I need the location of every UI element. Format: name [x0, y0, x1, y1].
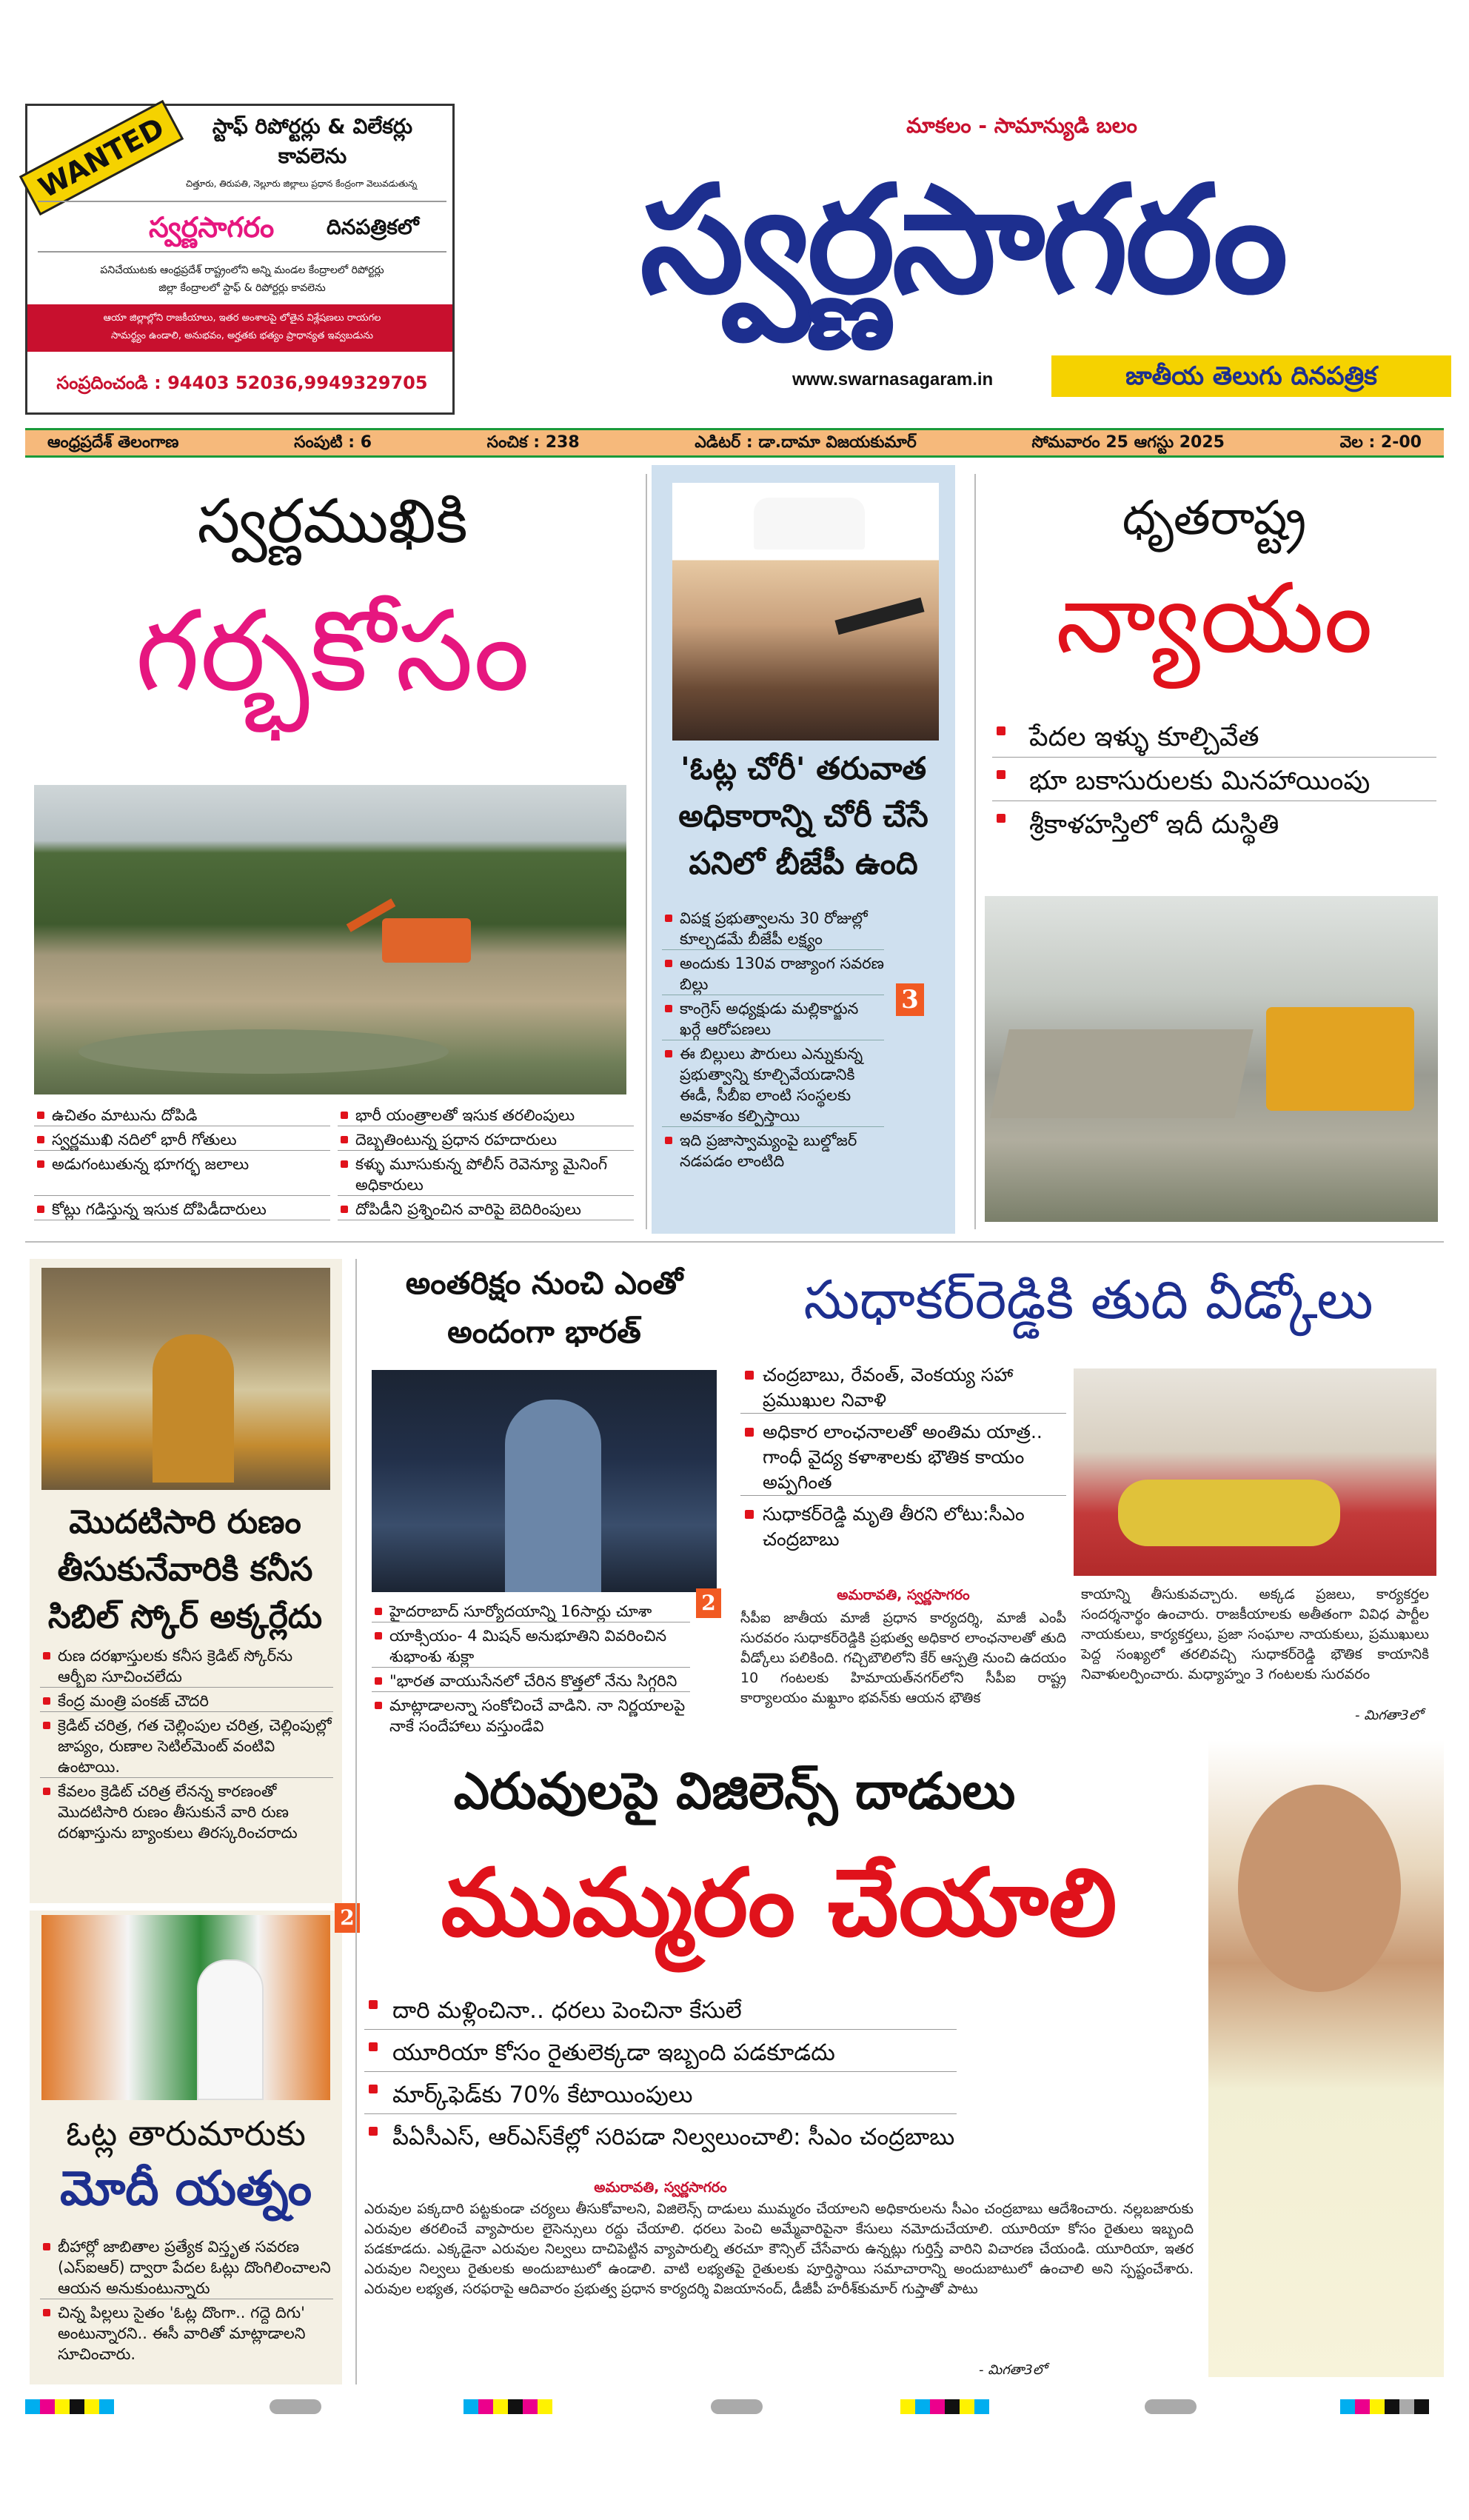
funeral-photo: [1074, 1368, 1436, 1576]
story1-headline: గర్భకోసం: [135, 587, 530, 716]
masthead-title: స్వర్ణసాగరం: [640, 154, 1285, 327]
story3-bullets: [992, 718, 1436, 850]
story4-headline: మొదటిసారి రుణం తీసుకునేవారికి కనీస సిబిల్ స్కోర్ అక్కర్లేదు: [47, 1503, 323, 1636]
color-registration-strip: [25, 2399, 114, 2414]
color-registration-strip: [1340, 2399, 1429, 2414]
story-vote-theft: [652, 465, 955, 1234]
info-bar: [25, 428, 1444, 458]
bulldozer-body: [1266, 1007, 1414, 1111]
ad-line6: ఆయా జిల్లాల్లోని రాజకీయాలు, ఇతర అంశాలపై లోతైన విశ్లేషణలు రాయగల: [103, 313, 381, 324]
story4-bullet-2: కేంద్ర మంత్రి పంకజ్ చౌదరి: [40, 1691, 333, 1712]
story-vote-rigging: [30, 1905, 355, 2384]
chandrababu-photo: [1208, 1740, 1444, 2377]
rally-photo: [41, 1915, 330, 2100]
story-fertilizer: [364, 1740, 1444, 2384]
story3-bullet-2: భూ బకాసురులకు మినహాయింపు: [992, 762, 1436, 801]
story5-bullet-4: మాట్లాడాలన్నా సంకోచించే వాడిని. నా నిర్ణయాలపై నాకే సందేహాలు వస్తుండేవి: [372, 1695, 690, 1737]
story5-bullet-1: హైదరాబాద్ సూర్యోదయాన్ని 16సార్లు చూశా: [372, 1601, 690, 1622]
parliament-photo: [41, 1268, 330, 1490]
story2-bullet-3: కాంగ్రెస్ అధ్యక్షుడు మల్లికార్జున ఖర్గే ఆరోపణలు: [662, 998, 884, 1040]
ad-paper-box: [38, 201, 446, 253]
ad-line1: స్టాఫ్ రిపోర్టర్లు & విలేకర్లు: [212, 114, 413, 138]
story8-bullets: [40, 2236, 333, 2367]
story-farewell: [733, 1259, 1444, 1733]
story6-body-left: సీపీఐ జాతీయ మాజీ ప్రధాన కార్యదర్శి, మాజీ ఎంపీ సురవరం సుధాకర్‌రెడ్డికి ప్రభుత్వ అధికార లాంఛనాలతో తుది వీడ్కోలు పలికింది. గచ్చిబౌలిలోని కేర్ ఆస్పత్రి నుంచి ఉదయం 10 గంటలకు హిమాయత్‌నగర్‌లోని సీపీఐ రాష్ట్ర కార్యాలయం మఖ్దూం భవన్‌కు ఆయన భౌతిక: [740, 1610, 1066, 1706]
story6-bullet-3: సుధాకర్‌రెడ్డి మృతి తీరని లోటు:సీఎం చంద్రబాబు: [740, 1502, 1066, 1552]
story3-kicker: ధృతరాష్ట్ర: [1122, 491, 1307, 546]
story2-bullet-2: అందుకు 130వ రాజ్యాంగ సవరణ బిల్లు: [662, 953, 884, 995]
story-space: [364, 1259, 724, 1733]
story2-bullet-4: ఈ బిల్లులు పౌరులు ఎన్నుకున్న ప్రభుత్వాన్ని కూల్చివేయడానికి ఈడీ, సీబీఐ లాంటి సంస్థలకు అవకాశం కల్పిస్తాయి: [662, 1043, 884, 1127]
ad-paper-suffix: దినపత్రికలో: [327, 215, 419, 239]
wanted-banner: [19, 100, 184, 215]
river-excavator-photo: [34, 785, 626, 1094]
masthead-url: www.swarnasagaram.in: [792, 370, 994, 390]
color-registration-strip: [464, 2399, 552, 2414]
story1-bullet-2: భారీ యంత్రాలతో ఇసుక తరలింపులు: [338, 1105, 634, 1126]
story7-bullet-3: మార్క్‌ఫెడ్‌కు 70% కేటాయింపులు: [364, 2076, 957, 2114]
story6-body-right: కాయాన్ని తీసుకువచ్చారు. అక్కడ ప్రజలు, కార్యకర్తల సందర్శనార్థం ఉంచారు. రాజకీయాలకు అతీతంగా వివిధ పార్టీల నాయకులు, కార్యకర్తలు, ప్రజా సంఘాల నాయకులు, ప్రముఖులు పెద్ద సంఖ్యలో తరలివచ్చి సుధాకర్‌రెడ్డి భౌతిక కాయానికి నివాళులర్పించారు. మధ్యాహ్నం 3 గంటలకు సురవరం: [1081, 1586, 1429, 1682]
story7-bullet-4: పీఏసీఎస్, ఆర్ఎస్‌కేల్లో సరిపడా నిల్వలుంచాలి: సీఎం చంద్రబాబు: [364, 2119, 957, 2156]
story4-bullet-3: క్రెడిట్ చరిత్ర, గత చెల్లింపుల చరిత్ర, చెల్లింపుల్లో జాప్యం, రుణాల సెటిల్‌మెంట్ వంటివి ఉంటాయి.: [40, 1715, 333, 1778]
story6-more[interactable]: - మిగతా3లో: [1355, 1708, 1423, 1723]
kharge-photo: [672, 483, 939, 741]
story6-bullet-1: చంద్రబాబు, రేవంత్, వెంకయ్య సహా ప్రముఖుల నివాళి: [740, 1363, 1066, 1414]
story1-bullet-8: దోపిడీని ప్రశ్నించిన వారిపై బెదిరింపులు: [338, 1199, 634, 1220]
ad-line5: జిల్లా కేంద్రాలలో స్టాఫ్ & రిపోర్టర్లు కావలెను: [158, 282, 326, 294]
ad-line2: కావలెను: [278, 144, 347, 168]
bulldozer-photo: [985, 896, 1438, 1222]
column-divider: [355, 1259, 357, 2384]
story8-bullet-2: చిన్న పిల్లలు సైతం 'ఓట్ల దొంగా.. గద్దె దిగు' అంటున్నారని.. ఈసీ వారితో మాట్లాడాలని సూచించారు.: [40, 2302, 333, 2364]
masthead-subtitle: జాతీయ తెలుగు దినపత్రిక: [1051, 355, 1451, 397]
story7-headline: ముమ్మరం చేయాలి: [441, 1848, 1117, 1957]
story2-bullet-5: ఇది ప్రజాస్వామ్యంపై బుల్డోజర్ నడపడం లాంటిది: [662, 1130, 884, 1172]
astronaut-figure: [505, 1400, 601, 1592]
story5-bullet-2: యాక్సియం- 4 మిషన్ అనుభూతిని వివరించిన శుభాంశు శుక్లా: [372, 1625, 690, 1668]
astronaut-photo: [372, 1370, 717, 1592]
story1-bullet-5: అడుగంటుతున్న భూగర్భ జలాలు: [34, 1154, 330, 1196]
page-ref-badge[interactable]: 2: [696, 1588, 721, 1618]
story-sand-mining: [25, 474, 640, 1229]
story3-bullet-3: శ్రీకాళహస్తిలో ఇదీ దుస్థితి: [992, 806, 1436, 844]
story7-bullet-1: దారి మళ్లించినా.. ధరలు పెంచినా కేసులే: [364, 1992, 957, 2030]
story7-kicker: ఎరువులపై విజిలెన్స్ దాడులు: [453, 1762, 1016, 1821]
story7-dateline: అమరావతి, స్వర్ణసాగరం: [594, 2179, 727, 2196]
ad-line7: సామర్థ్యం ఉండాలి, అనుభవం, అర్హతకు భత్యం ప్రాధాన్యత ఇవ్వబడును: [110, 330, 374, 341]
ad-paper-name: స్వర్ణసాగరం: [149, 211, 275, 244]
story1-bullet-7: కోట్లు గడిస్తున్న ఇసుక దోపిడీదారులు: [34, 1199, 330, 1220]
story6-headline: సుధాకర్‌రెడ్డికి తుది వీడ్కోలు: [803, 1269, 1373, 1331]
story7-bullet-2: యూరియా కోసం రైతులెక్కడా ఇబ్బంది పడకూడదు: [364, 2034, 957, 2072]
excavator-shape: [382, 918, 471, 963]
grey-pill: [711, 2399, 763, 2414]
section-divider: [25, 1241, 1444, 1243]
mic-shape: [834, 598, 924, 635]
recruitment-ad: [25, 104, 455, 415]
speaker-shape: [153, 1334, 234, 1483]
story6-bullets: [740, 1363, 1066, 1558]
ad-line3: చిత్తూరు, తిరుపతి, నెల్లూరు జిల్లాలు ప్రధాన కేంద్రంగా వెలువడుతున్న: [185, 178, 418, 189]
info-editor: ఎడిటర్ : డా.దామా విజయకుమార్: [695, 433, 917, 452]
tagline: మాకలం - సామాన్యుడి బలం: [906, 113, 1137, 138]
face-shape: [1238, 1785, 1401, 1992]
page-ref-badge[interactable]: 2: [335, 1903, 360, 1933]
masthead: [474, 111, 1451, 422]
ad-contact: సంప్రదించండి : 94403 52036,9949329705: [56, 372, 428, 393]
info-date: సోమవారం 25 ఆగస్టు 2025: [1031, 433, 1225, 452]
story-cibil: [30, 1259, 342, 1903]
cap-shape: [754, 498, 865, 549]
wanted-label: WANTED: [33, 111, 170, 204]
story2-headline: 'ఓట్ల చోరీ' తరువాత అధికారాన్ని చోరీ చేసే పనిలో బీజేపీ ఉంది: [678, 750, 928, 881]
story1-bullet-1: ఉచితం మాటును దోపిడి: [34, 1105, 330, 1126]
column-divider: [974, 474, 976, 1229]
flowers-shape: [1118, 1480, 1340, 1546]
story6-dateline: అమరావతి, స్వర్ణసాగరం: [837, 1587, 970, 1603]
story5-bullet-3: "భారత వాయుసేనలో చేరిన కొత్తలో నేను సిగ్గరిని: [372, 1671, 690, 1692]
rubble-shape: [990, 1029, 1254, 1118]
story1-bullets: [34, 1105, 634, 1223]
water-shape: [78, 1029, 449, 1074]
story5-headline: అంతరిక్షం నుంచి ఎంతో అందంగా భారత్: [405, 1265, 683, 1350]
story4-bullets: [40, 1645, 333, 1846]
story7-more[interactable]: - మిగతా3లో: [979, 2362, 1047, 2378]
story5-bullets: [372, 1601, 690, 1739]
info-price: వెల : 2-00: [1339, 433, 1422, 452]
column-divider: [646, 474, 647, 1229]
info-issue: సంచిక : 238: [486, 433, 580, 452]
color-registration-strip: [900, 2399, 989, 2414]
page-ref-badge[interactable]: 3: [896, 983, 924, 1016]
story4-bullet-4: కేవలం క్రెడిట్ చరిత్ర లేనన్న కారణంతో మొదటిసారి రుణం తీసుకునే వారి రుణ దరఖాస్తును బ్యాంకులు తిరస్కరించరాదు: [40, 1781, 333, 1843]
ad-line4: పనిచేయుటకు ఆంధ్రప్రదేశ్ రాష్ట్రంలోని అన్ని మండల కేంద్రాలలో రిపోర్టర్లు: [100, 264, 384, 276]
story7-body: ఎరువుల పక్కదారి పట్టకుండా చర్యలు తీసుకోవాలని, విజిలెన్స్ దాడులు ముమ్మరం చేయాలని అధికారులను సీఎం చంద్రబాబు ఆదేశించారు. నల్లబజారుకు ఎరువుల తరలించే వ్యాపారుల లైసెన్సులు రద్దు చేయాలి. ధరలు పెంచి అమ్మేవారిపైనా కేసులు నమోదుచేయాలి. యూరియా కోసం రైతులు ఇబ్బంది పడకూడదు. ఎక్కడైనా ఎరువుల నిల్వలు దాచిపెట్టిన వ్యాపారుల్ని తరచూ కౌన్సిల్ చేసేవారు ఉన్నట్లు గుర్తిస్తే వారిని విచారణ చేయండి. యూరియా, ఇతర ఎరువుల నిల్వలు రైతులకు అందుబాటులో ఉండాలి. వాటి లభ్యతపై రైతులకు పూర్తిస్థాయి సమాచారాన్ని అందుబాటులో ఉంచాలి అని స్పష్టంచేశారు. ఎరువుల లభ్యత, సరఫరాపై ఆదివారం ప్రభుత్వ ప్రధాన కార్యదర్శి విజయానంద్, డీజీపీ హరీశ్‌కుమార్ గుప్తాతో పాటు: [364, 2201, 1194, 2297]
story2-bullet-1: విపక్ష ప్రభుత్వాలను 30 రోజుల్లో కూల్చడమే బీజేపీ లక్ష్యం: [662, 908, 884, 950]
story-demolition: [985, 474, 1444, 1229]
story3-headline: న్యాయం: [1056, 562, 1373, 675]
waving-person: [197, 1959, 264, 2100]
story8-kicker: ఓట్ల తారుమారుకు: [66, 2113, 306, 2153]
story8-headline: మోదీ యత్నం: [59, 2162, 312, 2216]
story7-bullets: [364, 1992, 957, 2162]
story4-bullet-1: రుణ దరఖాస్తులకు కనీస క్రెడిట్ స్కోర్‌ను ఆర్బీఐ సూచించలేదు: [40, 1645, 333, 1688]
story1-bullet-3: స్వర్ణముఖి నదిలో భారీ గోతులు: [34, 1129, 330, 1151]
grey-pill: [1145, 2399, 1197, 2414]
story6-bullet-2: అధికార లాంఛనాలతో అంతిమ యాత్ర.. గాంధీ వైద్య కళాశాలకు భౌతిక కాయం అప్పగింత: [740, 1420, 1066, 1496]
story1-bullet-6: కళ్ళు మూసుకున్న పోలీస్ రెవెన్యూ మైనింగ్ అధికారులు: [338, 1154, 634, 1196]
story8-bullet-1: బీహార్లో జాబితాల ప్రత్యేక విస్తృత సవరణ (ఎస్ఐఆర్) ద్వారా పేదల ఓట్లు దొంగిలించాలని ఆయన అనుకుంటున్నారు: [40, 2236, 333, 2299]
story3-bullet-1: పేదల ఇళ్ళు కూల్చివేత: [992, 718, 1436, 758]
info-states: ఆంధ్రప్రదేశ్ తెలంగాణ: [47, 433, 179, 452]
story2-bullets: [662, 908, 884, 1174]
grey-pill: [270, 2399, 321, 2414]
story1-bullet-4: దెబ్బతింటున్న ప్రధాన రహదారులు: [338, 1129, 634, 1151]
story1-kicker: స్వర్ణముఖికి: [197, 487, 468, 557]
info-volume: సంపుటి : 6: [294, 433, 372, 452]
